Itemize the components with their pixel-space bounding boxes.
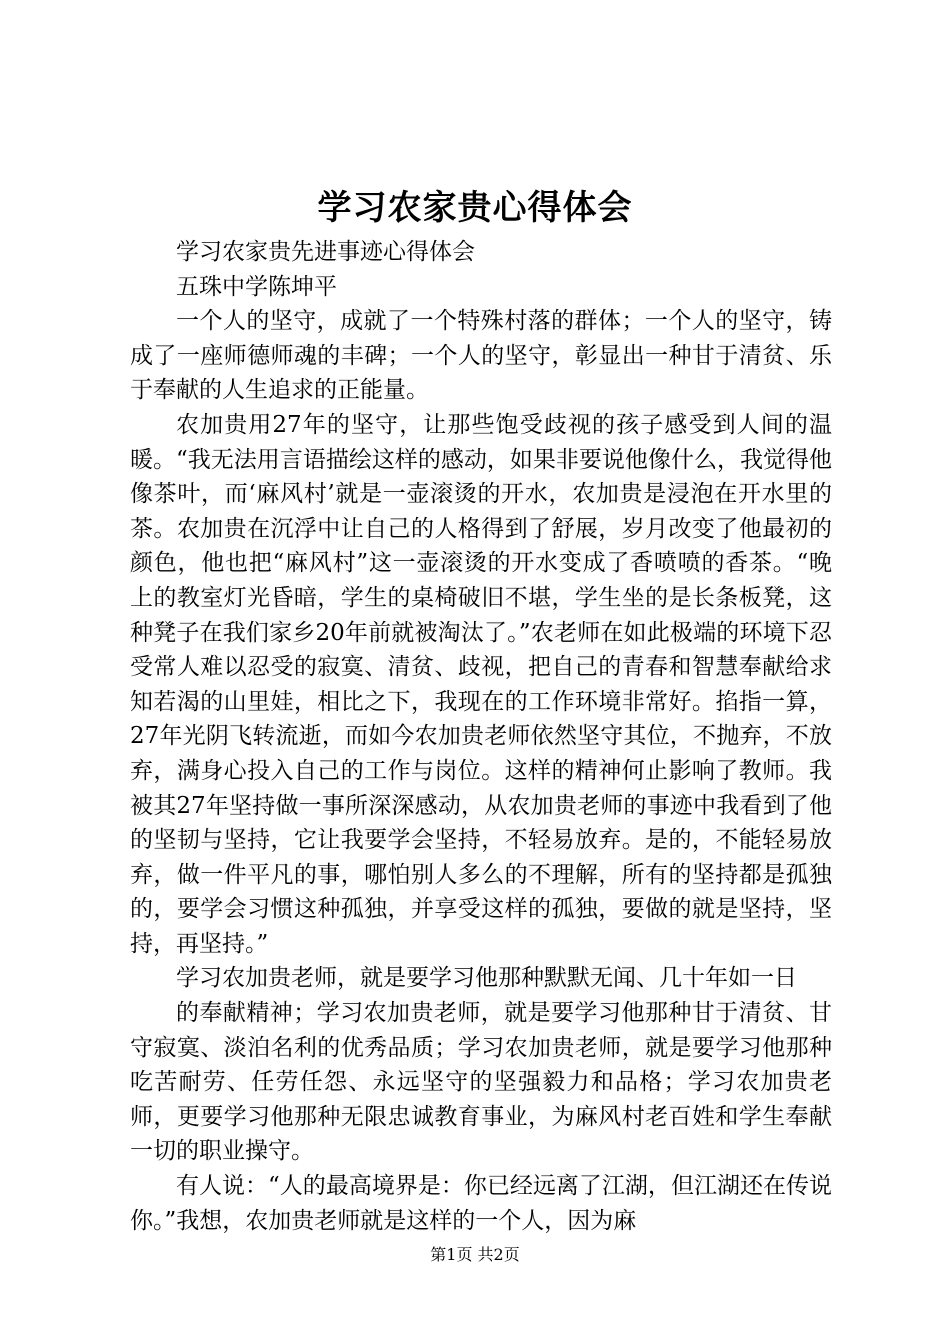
paragraph-author: 五珠中学陈坤平 xyxy=(176,273,337,300)
document-body xyxy=(130,235,832,1238)
paragraph: 有人说：“人的最高境界是：你已经远离了江湖，但江湖还在传说你。”我想，农加贵老师就是这样的一个人，因为麻 xyxy=(130,1173,832,1234)
paragraph-subtitle: 学习农家贵先进事迹心得体会 xyxy=(176,239,475,265)
paragraph: 一个人的坚守，成就了一个特殊村落的群体；一个人的坚守，铸成了一座师德师魂的丰碑；一个人的坚守，彰显出一种甘于清贫、乐于奉献的人生追求的正能量。 xyxy=(130,308,832,404)
paragraph: 农加贵用27年的坚守，让那些饱受歧视的孩子感受到人间的温暖。“我无法用言语描绘这样的感动，如果非要说他像什么，我觉得他像茶叶，而‘麻风村’就是一壶滚烫的开水，农加贵是浸泡在开水里的茶。农加贵在沉浮中让自己的人格得到了舒展，岁月改变了他最初的颜色，他也把“麻风村”这一壶滚烫的开水变成了香喷喷的香茶。“晚上的教室灯光昏暗，学生的桌椅破旧不堪，学生坐的是长条板凳，这种凳子在我们家乡20年前就被淘汰了。”农老师在如此极端的环境下忍受常人难以忍受的寂寞、清贫、歧视，把自己的青春和智慧奉献给求知若渴的山里娃，相比之下，我现在的工作环境非常好。掐指一算，27年光阴飞转流逝，而如今农加贵老师依然坚守其位，不抛弃，不放弃，满身心投入自己的工作与岗位。这样的精神何止影响了教师。我被其27年坚持做一事所深深感动，从农加贵老师的事迹中我看到了他的坚韧与坚持，它让我要学会坚持，不轻易放弃。是的，不能轻易放弃，做一件平凡的事，哪怕别人多么的不理解，所有的坚持都是孤独的，要学会习惯这种孤独，并享受这样的孤独，要做的就是坚持，坚持，再坚持。” xyxy=(130,411,832,957)
document-title: 学习农家贵心得体会 xyxy=(317,188,633,228)
page-footer: 第1页 共2页 xyxy=(430,1245,520,1264)
paragraph: 的奉献精神；学习农加贵老师，就是要学习他那种甘于清贫、甘守寂寞、淡泊名利的优秀品质；学习农加贵老师，就是要学习他那种吃苦耐劳、任劳任怨、永远坚守的坚强毅力和品格；学习农加贵老师，更要学习他那种无限忠诚教育事业，为麻风村老百姓和学生奉献一切的职业操守。 xyxy=(130,1000,832,1165)
paragraph: 学习农加贵老师，就是要学习他那种默默无闻、几十年如一日 xyxy=(176,965,797,992)
